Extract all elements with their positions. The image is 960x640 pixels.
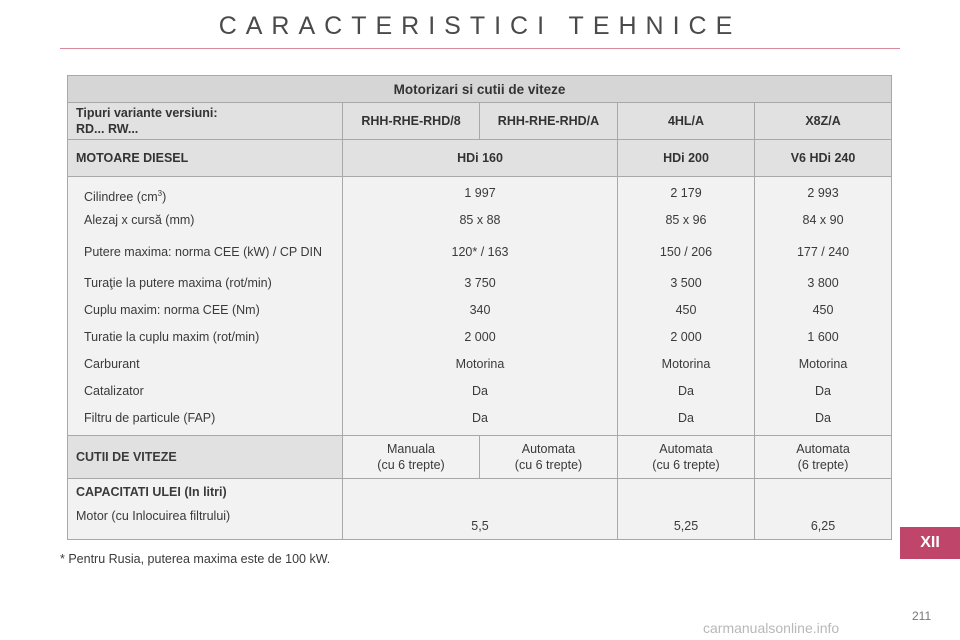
gearbox-label: CUTII DE VITEZE bbox=[68, 436, 343, 479]
spec-value: Motorina bbox=[661, 357, 711, 371]
variant-header: X8Z/A bbox=[755, 103, 892, 140]
spec-value: Da bbox=[472, 411, 488, 425]
spec-value: 2 000 bbox=[670, 330, 702, 344]
spec-value: Da bbox=[815, 411, 832, 425]
engine-header: V6 HDi 240 bbox=[755, 140, 892, 177]
engines-row bbox=[68, 140, 892, 177]
watermark: carmanualsonline.info bbox=[703, 620, 840, 636]
spec-label: Filtru de particule (FAP) bbox=[84, 411, 216, 425]
spec-value: Da bbox=[678, 411, 694, 425]
oil-label-cell bbox=[68, 479, 343, 540]
spec-value: 2 179 bbox=[670, 186, 702, 200]
spec-value: 84 x 90 bbox=[802, 213, 844, 227]
variant-type-label bbox=[68, 103, 343, 140]
variant-type-label-line2: RD... RW... bbox=[76, 122, 139, 136]
spec-label: Turaţie la putere maxima (rot/min) bbox=[84, 276, 272, 290]
variant-header: 4HL/A bbox=[618, 103, 755, 140]
oil-value: 5,5 bbox=[343, 479, 618, 540]
spec-label: Cuplu maxim: norma CEE (Nm) bbox=[84, 303, 260, 317]
spec-label: Putere maxima: norma CEE (kW) / CP DIN bbox=[84, 244, 323, 259]
engine-section-label: MOTOARE DIESEL bbox=[68, 140, 343, 177]
spec-values-hdi200 bbox=[618, 177, 755, 436]
title-divider bbox=[60, 48, 900, 49]
spec-label: Carburant bbox=[84, 357, 140, 371]
gearbox-value: Automata (6 trepte) bbox=[755, 436, 892, 479]
oil-value: 5,25 bbox=[618, 479, 755, 540]
spec-value: Motorina bbox=[455, 357, 505, 371]
oil-sub-label: Motor (cu Inlocuirea filtrului) bbox=[76, 509, 231, 523]
spec-rows-block bbox=[68, 177, 892, 436]
gearbox-value: Automata (cu 6 trepte) bbox=[480, 436, 618, 479]
gearbox-value: Manuala (cu 6 trepte) bbox=[343, 436, 480, 479]
spec-value: 120* / 163 bbox=[451, 244, 509, 259]
spec-values-v6hdi240 bbox=[755, 177, 892, 436]
spec-value: 1 997 bbox=[464, 186, 496, 200]
engine-header: HDi 160 bbox=[343, 140, 618, 177]
spec-value: 150 / 206 bbox=[659, 244, 713, 259]
page-title: CARACTERISTICI TEHNICE bbox=[218, 12, 742, 40]
spec-value: 177 / 240 bbox=[796, 244, 850, 259]
engine-header: HDi 200 bbox=[618, 140, 755, 177]
spec-label: Alezaj x cursă (mm) bbox=[84, 213, 195, 227]
spec-value: 1 600 bbox=[807, 330, 839, 344]
table-caption-row bbox=[68, 76, 892, 103]
oil-value: 6,25 bbox=[755, 479, 892, 540]
specs-table bbox=[67, 75, 892, 540]
variants-row bbox=[68, 103, 892, 140]
page-number: 211 bbox=[912, 609, 932, 623]
oil-section-label: CAPACITATI ULEI (In litri) bbox=[76, 485, 227, 499]
gearbox-value: Automata (cu 6 trepte) bbox=[618, 436, 755, 479]
footnote: * Pentru Rusia, puterea maxima este de 100 kW. bbox=[60, 552, 331, 566]
spec-label: Catalizator bbox=[84, 384, 144, 398]
spec-value: 3 800 bbox=[807, 276, 839, 290]
spec-value: Da bbox=[678, 384, 694, 398]
spec-value: 450 bbox=[675, 303, 697, 317]
table-caption: Motorizari si cutii de viteze bbox=[68, 76, 892, 103]
gearbox-row bbox=[68, 436, 892, 479]
spec-value: 3 750 bbox=[464, 276, 496, 290]
variant-header: RHH-RHE-RHD/8 bbox=[343, 103, 480, 140]
spec-labels-cell bbox=[68, 177, 343, 436]
spec-value: 450 bbox=[812, 303, 834, 317]
oil-row bbox=[68, 479, 892, 540]
spec-value: 340 bbox=[469, 303, 491, 317]
spec-value: 85 x 96 bbox=[665, 213, 707, 227]
spec-value: Motorina bbox=[798, 357, 848, 371]
spec-value: Da bbox=[815, 384, 832, 398]
variant-header: RHH-RHE-RHD/A bbox=[480, 103, 618, 140]
spec-value: 3 500 bbox=[670, 276, 702, 290]
spec-label: Cilindree $(cm^3)$ bbox=[84, 189, 167, 205]
spec-value: 2 000 bbox=[464, 330, 496, 344]
spec-values-hdi160 bbox=[343, 177, 618, 436]
spec-value: Da bbox=[472, 384, 488, 398]
spec-label: Turatie la cuplu maxim (rot/min) bbox=[84, 330, 260, 344]
chapter-tab: XII bbox=[900, 527, 960, 559]
variant-type-label-line1: Tipuri variante versiuni: bbox=[76, 106, 218, 120]
spec-value: 2 993 bbox=[807, 186, 839, 200]
spec-value: 85 x 88 bbox=[459, 213, 501, 227]
